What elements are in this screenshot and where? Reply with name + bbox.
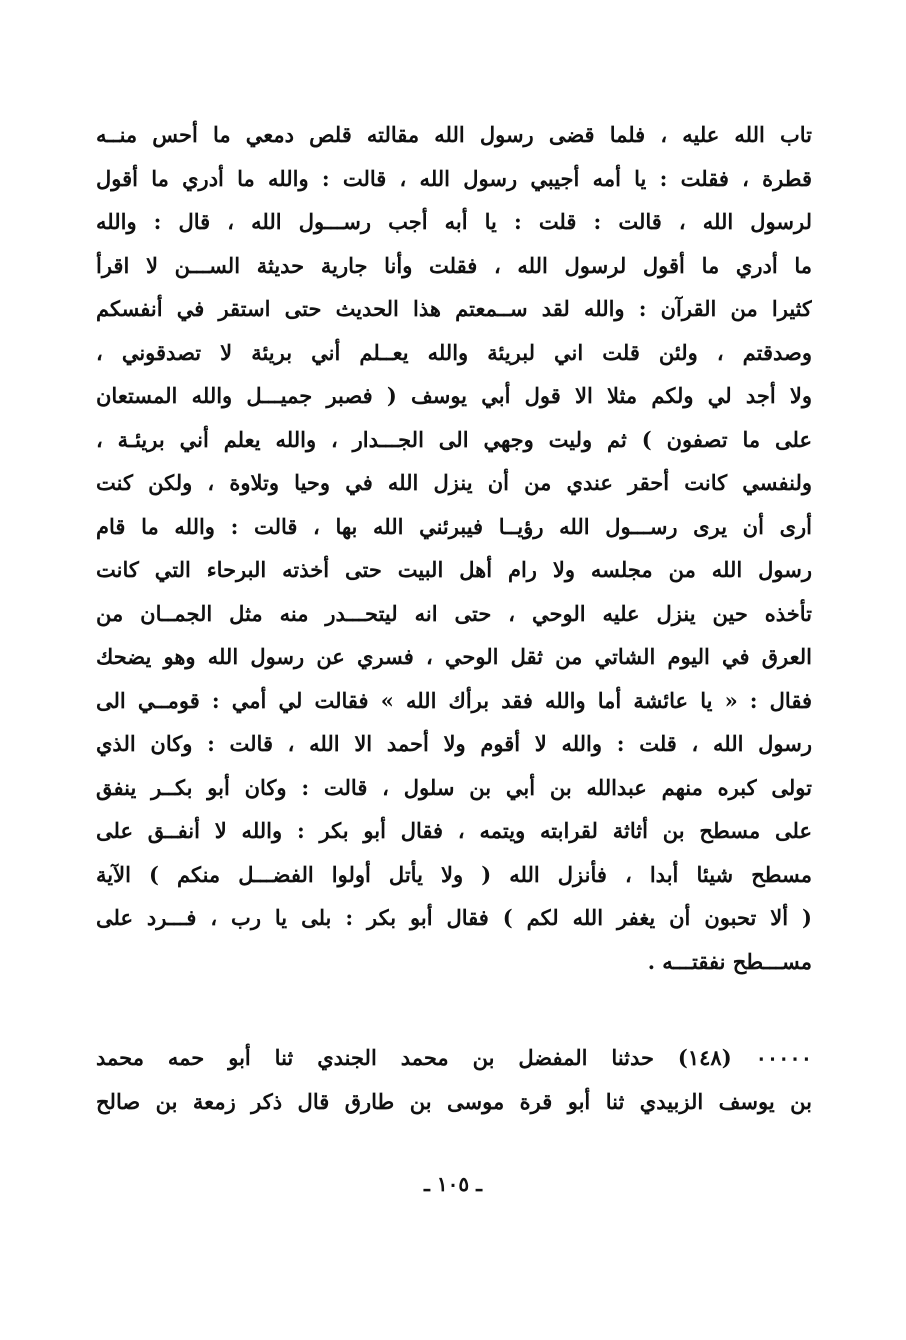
- text-line: ما أدري ما أقول لرسول الله ، فقلت وأنا جارية حديثة الســـن لا اقرأ: [96, 252, 812, 278]
- text-line: قطرة ، فقلت : يا أمه أجيبي رسول الله ، قالت : والله ما أدري ما أقول: [96, 165, 812, 191]
- page-number: ـ ١٠٥ ـ: [424, 1172, 482, 1196]
- text-line: على ما تصفون ) ثم وليت وجهي الى الجـــدار ، والله يعلم أني بريئـة ،: [96, 426, 812, 452]
- text-line: ولا أجد لي ولكم مثلا الا قول أبي يوسف ( فصبر جميـــل والله المستعان: [96, 383, 812, 408]
- text-line: تأخذه حين ينزل عليه الوحي ، حتى انه ليتحـــدر منه مثل الجمــان من: [96, 600, 812, 626]
- hadith-paragraph: [96, 1036, 812, 1123]
- text-line: رسول الله من مجلسه ولا رام أهل البيت حتى أخذته البرحاء التي كانت: [96, 557, 812, 582]
- text-line: على مسطح بن أثاثة لقرابته ويتمه ، فقال أبو بكر : والله لا أنفــق على: [96, 818, 812, 843]
- text-line: مســـطح نفقتـــه .: [647, 948, 812, 974]
- text-line: ٠٠٠٠٠ (١٤٨) حدثنا المفضل بن محمد الجندي ثنا أبو حمه محمد: [96, 1045, 812, 1070]
- main-paragraph: [96, 113, 812, 983]
- text-line: كثيرا من القرآن : والله لقد ســمعتم هذا الحديث حتى استقر في أنفسكم: [96, 296, 812, 321]
- text-line: بن يوسف الزبيدي ثنا أبو قرة موسى بن طارق قال ذكر زمعة بن صالح: [96, 1088, 812, 1114]
- text-line: فقال : « يا عائشة أما والله فقد برأك الله » فقالت لي أمي : قومــي الى: [96, 687, 812, 713]
- text-line: العرق في اليوم الشاتي من ثقل الوحي ، فسري عن رسول الله وهو يضحك: [96, 644, 812, 669]
- text-line: تولى كبره منهم عبدالله بن أبي بن سلول ، قالت : وكان أبو بكــر ينفق: [96, 774, 812, 800]
- text-line: أرى أن يرى رســـول الله رؤيــا فيبرئني الله بها ، قالت : والله ما قام: [96, 513, 812, 539]
- text-line: وصدقتم ، ولئن قلت اني لبريئة والله يعــلم أني بريئة لا تصدقوني ،: [96, 339, 812, 365]
- text-line: رسول الله ، قلت : والله لا أقوم ولا أحمد الا الله ، قالت : وكان الذي: [96, 731, 812, 756]
- text-line: ( ألا تحبون أن يغفر الله لكم ) فقال أبو بكر : بلى يا رب ، فـــرد على: [96, 905, 812, 930]
- text-line: مسطح شيئا أبدا ، فأنزل الله ( ولا يأتل أولوا الفضـــل منكم ) الآية: [96, 861, 812, 887]
- text-line: لرسول الله ، قالت : قلت : يا أبه أجب رســـول الله ، قال : والله: [96, 209, 812, 234]
- text-line: تاب الله عليه ، فلما قضى رسول الله مقالته قلص دمعي ما أحس منــه: [96, 122, 812, 147]
- text-line: ولنفسي كانت أحقر عندي من أن ينزل الله في وحيا وتلاوة ، ولكن كنت: [96, 470, 812, 495]
